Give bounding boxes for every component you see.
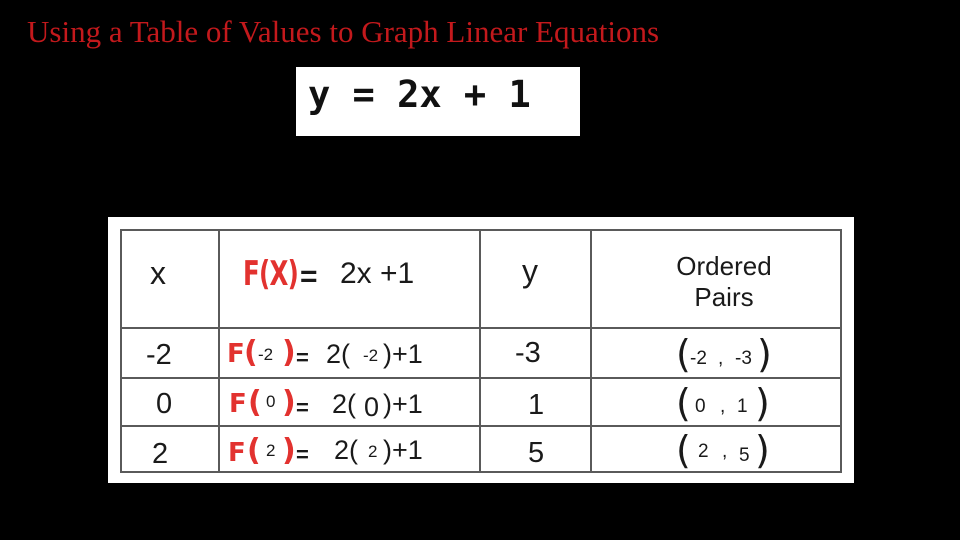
row2-pair-x: 0 xyxy=(695,396,706,417)
row2-close-paren: ) xyxy=(282,385,296,420)
table-row-divider xyxy=(120,425,842,427)
row1-equals: = xyxy=(296,345,309,370)
table-border-left xyxy=(120,229,122,473)
row3-pair-y: 5 xyxy=(739,445,750,466)
header-ordered-line2: Pairs xyxy=(694,282,754,312)
row1-expr-left: 2( xyxy=(326,339,351,369)
equation-box xyxy=(296,67,580,136)
table-border-top xyxy=(120,229,842,231)
table-header-divider xyxy=(120,327,842,329)
equation-text: y = 2x + 1 xyxy=(308,73,531,116)
row2-expr-input: 0 xyxy=(364,392,380,422)
row2-pair-open: ( xyxy=(676,381,691,425)
row1-pair-x: -2 xyxy=(690,348,707,369)
table-column-divider xyxy=(590,229,592,473)
row2-pair-y: 1 xyxy=(737,396,748,417)
row2-input: 0 xyxy=(266,392,276,411)
row3-pair-x: 2 xyxy=(698,441,709,462)
header-ordered-pairs xyxy=(664,251,784,313)
row3-expr-input: 2 xyxy=(368,442,378,461)
row1-expr-right: )+1 xyxy=(383,339,423,369)
row2-expr-right: )+1 xyxy=(383,389,423,419)
row3-close-paren: ) xyxy=(282,433,296,468)
header-y: y xyxy=(522,253,538,289)
row3-y: 5 xyxy=(528,437,545,469)
row3-f: F xyxy=(228,438,246,468)
row2-pair-close: ) xyxy=(755,381,770,425)
row1-expr-input: -2 xyxy=(363,346,379,365)
row3-input: 2 xyxy=(266,441,276,460)
row2-x: 0 xyxy=(156,388,173,420)
table-border-bottom xyxy=(120,471,842,473)
slide-title: Using a Table of Values to Graph Linear Equations xyxy=(27,14,660,49)
row1-open-paren: ( xyxy=(244,335,258,370)
row1-close-paren: ) xyxy=(282,335,296,370)
row2-y: 1 xyxy=(528,389,545,421)
row1-y: -3 xyxy=(515,337,541,369)
row2-pair-comma: , xyxy=(720,396,726,417)
row1-f: F xyxy=(227,339,245,369)
row1-pair-open: ( xyxy=(676,332,691,376)
row3-pair-comma: , xyxy=(722,441,728,462)
row3-expr-right: )+1 xyxy=(383,435,423,465)
row3-equals: = xyxy=(296,442,309,467)
row2-expr-left: 2( xyxy=(332,389,357,419)
row2-open-paren: ( xyxy=(248,385,262,420)
table-column-divider xyxy=(479,229,481,473)
row1-input: -2 xyxy=(258,345,274,364)
row1-pair-close: ) xyxy=(757,332,772,376)
header-ordered-line1: Ordered xyxy=(676,251,772,281)
row2-f: F xyxy=(229,389,247,419)
row2-equals: = xyxy=(296,395,309,420)
row3-expr-left: 2( xyxy=(334,435,359,465)
row3-pair-close: ) xyxy=(755,428,770,472)
header-fx-label: F(X) xyxy=(243,254,299,294)
table-column-divider xyxy=(218,229,220,473)
row3-open-paren: ( xyxy=(247,433,261,468)
row3-x: 2 xyxy=(152,438,169,470)
header-fx-equals: = xyxy=(300,260,318,293)
table-row-divider xyxy=(120,377,842,379)
row1-pair-y: -3 xyxy=(735,348,752,369)
header-fx-expression: 2x +1 xyxy=(340,257,415,290)
row1-pair-comma: , xyxy=(718,348,724,369)
row1-x: -2 xyxy=(146,339,172,371)
row3-pair-open: ( xyxy=(676,428,691,472)
table-border-right xyxy=(840,229,842,473)
header-x: x xyxy=(150,255,166,291)
